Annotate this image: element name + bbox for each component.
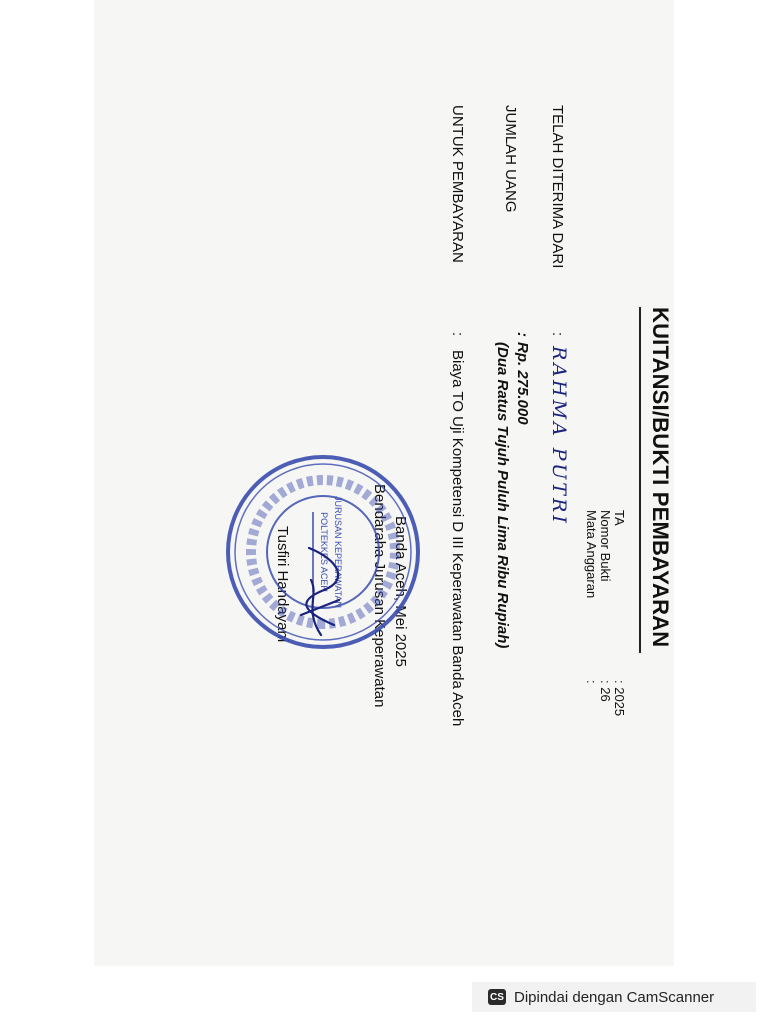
camscanner-footer: [472, 982, 756, 1012]
stamp-line-2: POLTEKKES ACEH: [319, 512, 329, 592]
stamp-line-1: JURUSAN KEPERAWATAN: [333, 495, 343, 609]
jumlah-uang-label: JUMLAH UANG: [502, 105, 519, 213]
nomor-bukti-value: : 26: [598, 680, 613, 702]
colon: :: [514, 332, 531, 337]
signer-name: Tusfiri Handayani: [274, 526, 291, 643]
nomor-bukti-label: Nomor Bukti: [598, 510, 613, 582]
payment-purpose: Biaya TO Uji Kompetensi D III Keperawatan Banda Aceh: [449, 350, 466, 727]
place-date: Banda Aceh, Mei 2025: [392, 516, 409, 667]
scanned-receipt-page: [94, 0, 674, 966]
colon: :: [449, 332, 466, 337]
receipt-title: KUITANSI/BUKTI PEMBAYARAN: [648, 307, 673, 648]
colon: :: [549, 332, 566, 337]
untuk-pembayaran-label: UNTUK PEMBAYARAN: [449, 105, 466, 263]
ta-label: TA: [612, 510, 627, 526]
signer-position: Bendaraha Jurusan Keperawatan: [371, 484, 388, 708]
mata-anggaran-label: Mata Anggaran: [584, 510, 599, 599]
camscanner-text: Dipindai dengan CamScanner: [514, 988, 715, 1006]
amount-value: Rp. 275.000: [514, 342, 531, 425]
payer-name-handwritten: RAHMA PUTRI: [548, 346, 570, 526]
receipt-content: [171, 100, 671, 1000]
mata-anggaran-value: :: [584, 680, 599, 684]
handwritten-signature: [289, 540, 359, 650]
amount-in-words: (Dua Ratus Tujuh Puluh Lima Ribu Rupiah): [494, 342, 511, 649]
telah-diterima-label: TELAH DITERIMA DARI: [549, 105, 566, 269]
title-underline: [639, 307, 641, 653]
ta-value: : 2025: [612, 680, 627, 717]
camscanner-logo-icon: CS: [488, 989, 506, 1005]
